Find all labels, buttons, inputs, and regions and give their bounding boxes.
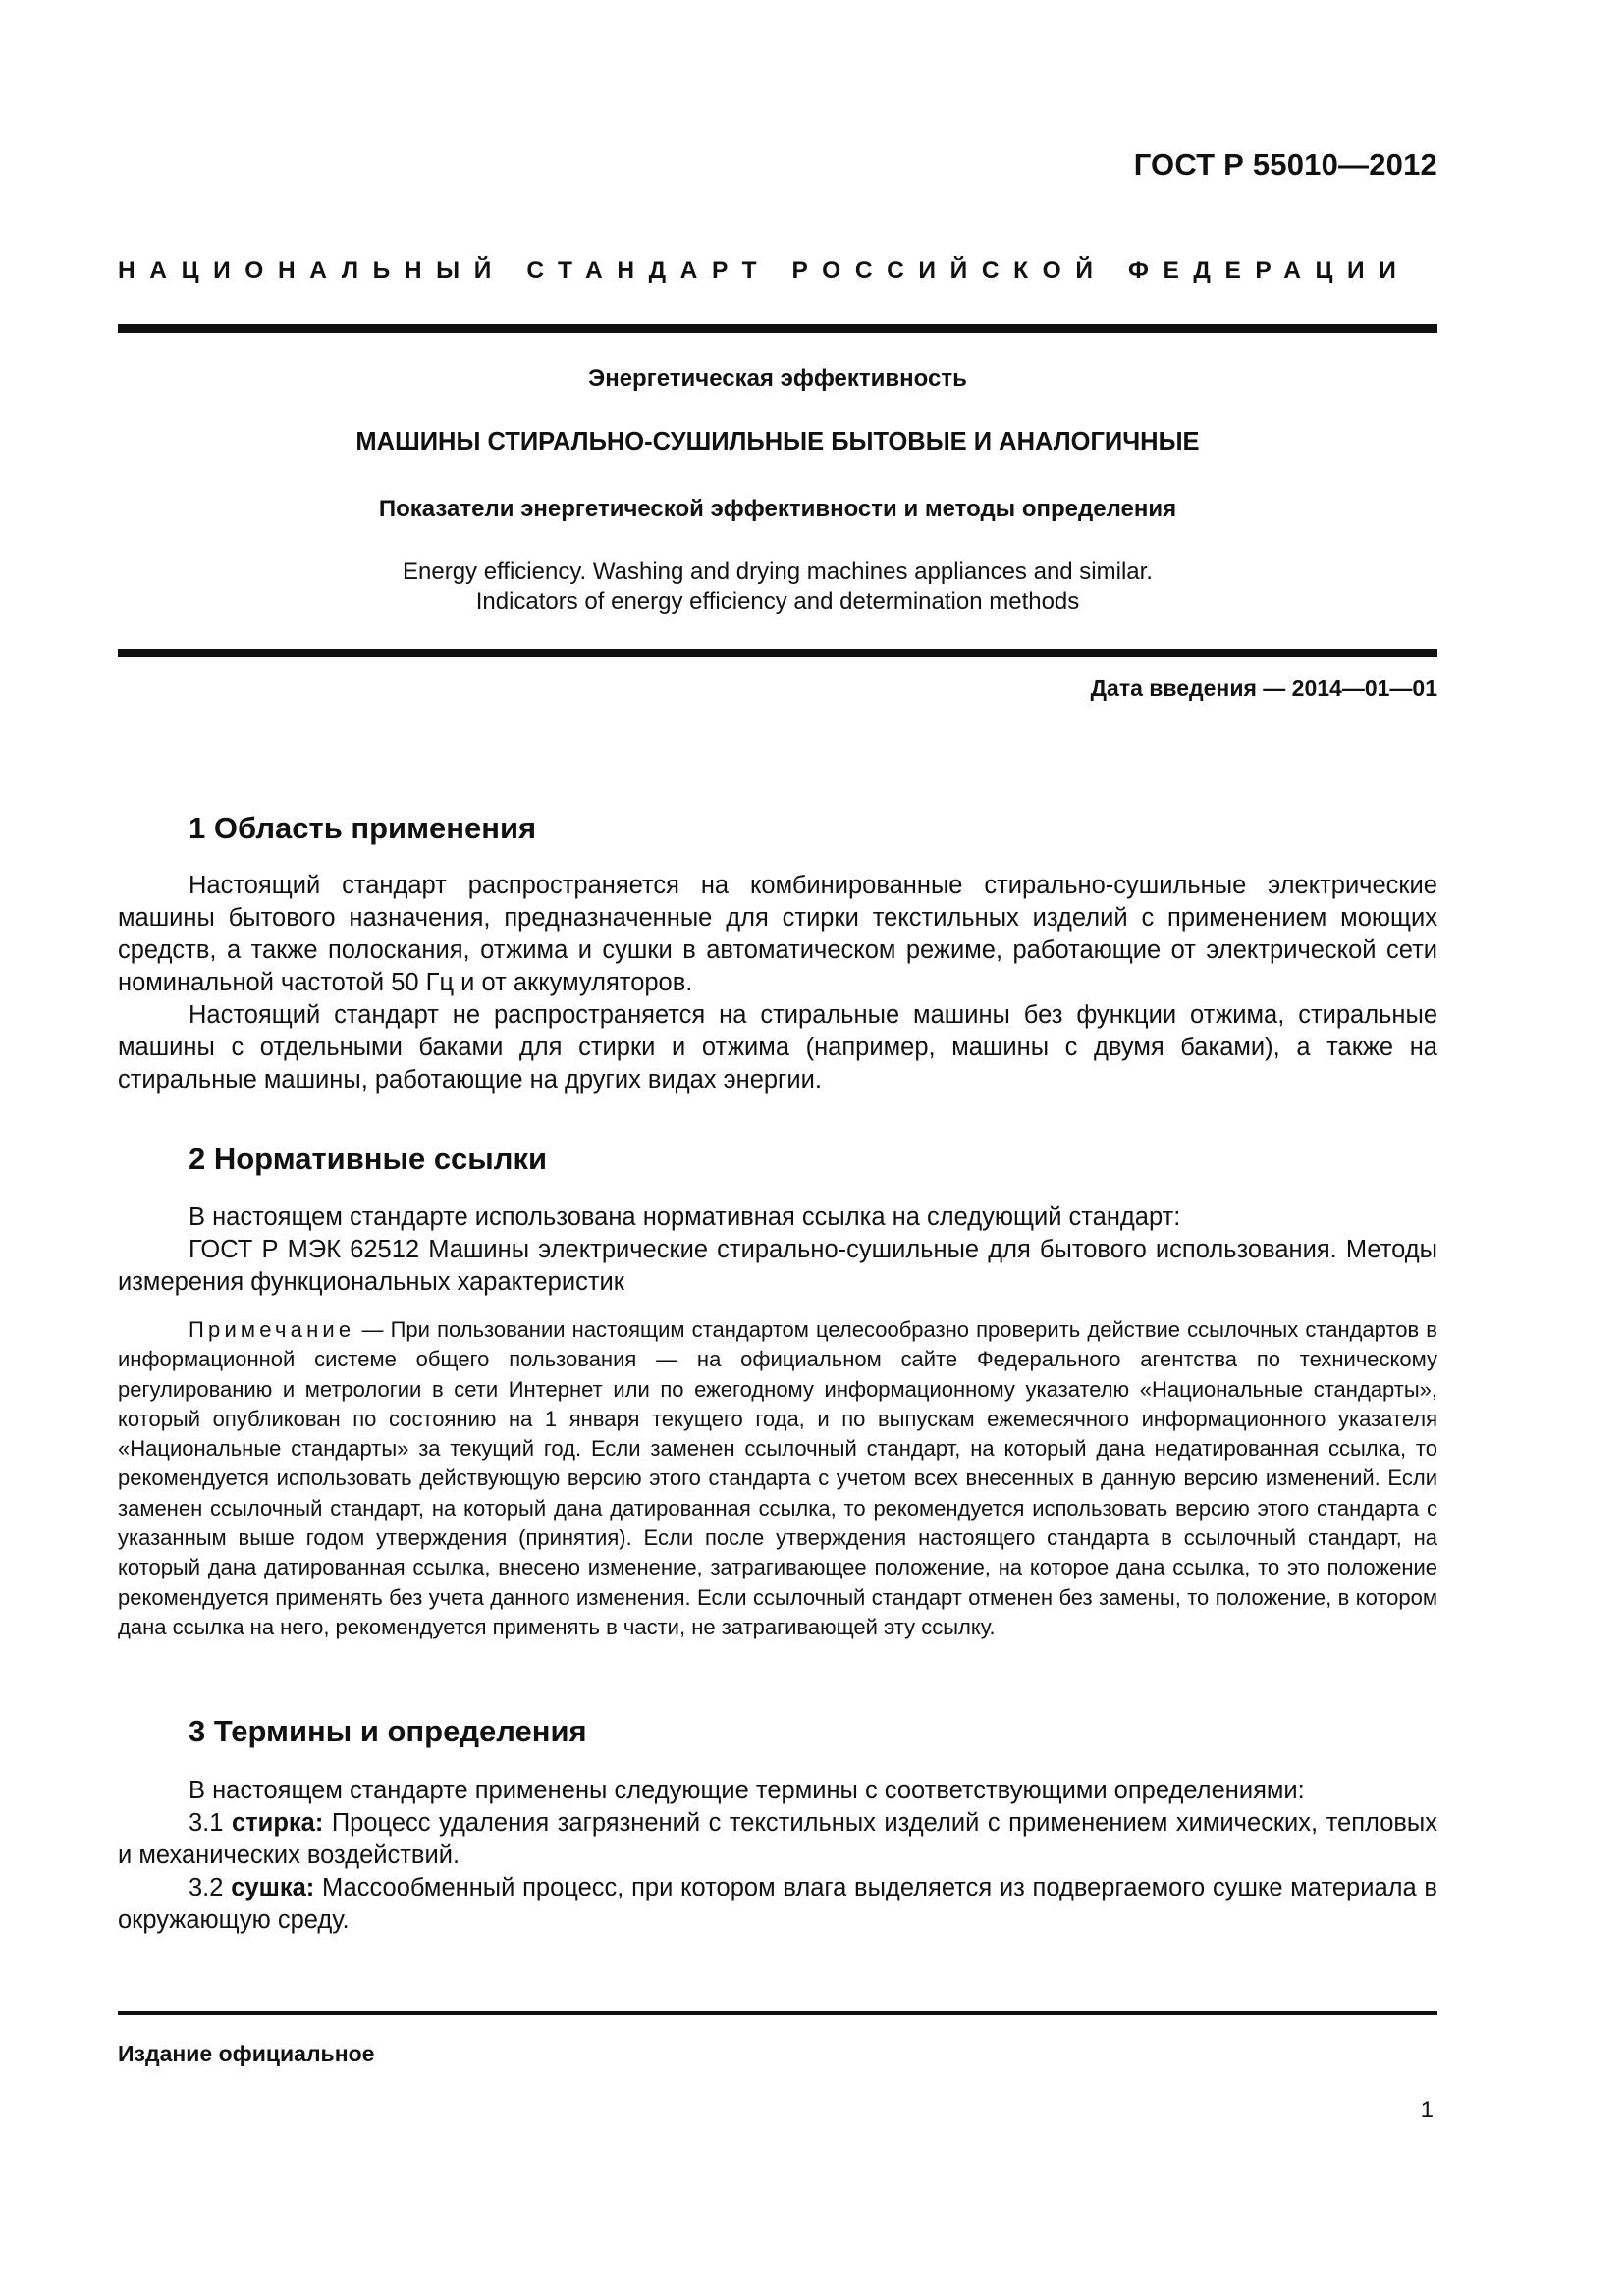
term-text: Массообменный процесс, при котором влага выделяется из подвергаемого сушке материала в окружающую среду. — [118, 1874, 1437, 1934]
standard-title: НАЦИОНАЛЬНЫЙ СТАНДАРТ РОССИЙСКОЙ ФЕДЕРАЦИИ — [118, 257, 1411, 284]
section-scope-body — [118, 870, 1437, 1096]
introduction-date: Дата введения — 2014—01—01 — [1090, 675, 1437, 701]
bottom-rule — [118, 2011, 1437, 2015]
term-definition — [118, 1807, 1437, 1872]
page-number: 1 — [1420, 2097, 1434, 2123]
term-name: стирка: — [231, 1809, 324, 1837]
subject-title: Энергетическая эффективность — [588, 365, 967, 392]
paragraph: В настоящем стандарте применены следующие термины с соответствующими определениями: — [189, 1777, 1305, 1804]
term-name: сушка: — [231, 1874, 315, 1901]
document-number: ГОСТ Р 55010—2012 — [1133, 147, 1437, 182]
middle-rule — [118, 649, 1437, 657]
official-edition: Издание официальное — [118, 2041, 375, 2066]
note-text: — При пользовании настоящим стандартом целесообразно проверить действие ссылочных стандартов в информационной системе общего пользования — на официальном сайте Федерального агентства по техническому регулированию и метрологии в сети Интернет или по ежегодному информационному указателю «Национальные стандарты», который опубликован по состоянию на 1 января текущего года, и по выпускам ежемесячного информационного указателя «Национальные стандарты» за текущий год. Если заменен ссылочный стандарт, на который дана недатированная ссылка, то рекомендуется использовать действующую версию этого стандарта с учетом всех внесенных в данную версию изменений. Если заменен ссылочный стандарт, на который дана датированная ссылка, то рекомендуется использовать версию этого стандарта с указанным выше годом утверждения (принятия). Если после утверждения настоящего стандарта в ссылочный стандарт, на который дана датированная ссылка, внесено изменение, затрагивающее положение, на которое дана ссылка, то это положение рекомендуется применять без учета данного изменения. Если ссылочный стандарт отменен без замены, то положение, в котором дана ссылка на него, рекомендуется применять в части, не затрагивающей эту ссылку. — [118, 1317, 1437, 1639]
section-terms-body — [118, 1775, 1437, 1937]
paragraph: В настоящем стандарте использована нормативная ссылка на следующий стандарт: — [189, 1203, 1181, 1231]
paragraph: Настоящий стандарт не распространяется на стиральные машины без функции отжима, стиральные машины с отдельными баками для стирки и отжима (например, машины с двумя баками), а также на стиральные машины, работающие на других видах энергии. — [118, 1001, 1437, 1094]
english-title-line-2: Indicators of energy efficiency and determination methods — [475, 588, 1080, 614]
indicators-title: Показатели энергетической эффективности и методы определения — [378, 496, 1177, 522]
product-title: МАШИНЫ СТИРАЛЬНО-СУШИЛЬНЫЕ БЫТОВЫЕ И АНАЛОГИЧНЫЕ — [355, 428, 1200, 455]
section-heading-references: 2 Нормативные ссылки — [189, 1142, 548, 1176]
term-number: 3.2 — [189, 1874, 232, 1901]
section-heading-scope: 1 Область применения — [189, 811, 537, 845]
references-note — [118, 1315, 1437, 1642]
english-title-line-1: Energy efficiency. Washing and drying machines appliances and similar. — [403, 559, 1153, 585]
note-label: Примечание — [189, 1317, 355, 1342]
document-page — [118, 0, 1437, 2296]
top-rule — [118, 324, 1437, 333]
term-number: 3.1 — [189, 1809, 232, 1837]
term-text: Процесс удаления загрязнений с текстильных изделий с применением химических, тепловых и механических воздействий. — [118, 1809, 1437, 1869]
section-heading-terms: 3 Термины и определения — [189, 1714, 587, 1748]
term-definition — [118, 1872, 1437, 1937]
section-references-body — [118, 1201, 1437, 1299]
paragraph: Настоящий стандарт распространяется на комбинированные стирально-сушильные электрические машины бытового назначения, предназначенные для стирки текстильных изделий с применением моющих средств, а также полоскания, отжима и сушки в автоматическом режиме, работающие от электрической сети номинальной частотой 50 Гц и от аккумуляторов. — [118, 872, 1437, 996]
paragraph: ГОСТ Р МЭК 62512 Машины электрические стирально-сушильные для бытового использования. Методы измерения функциональных характеристик — [118, 1236, 1437, 1296]
